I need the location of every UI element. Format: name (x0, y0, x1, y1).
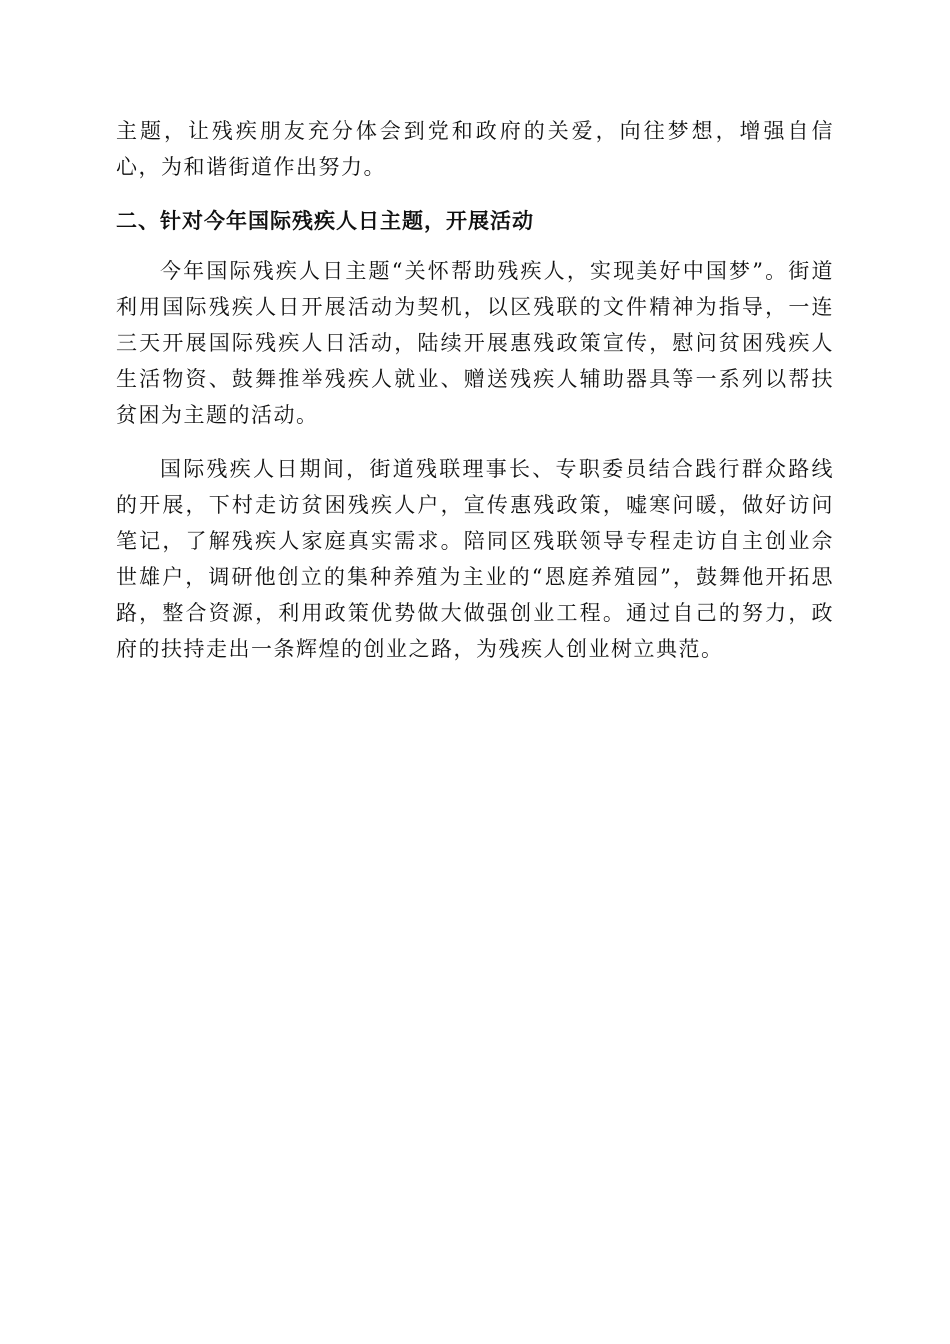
section-heading: 二、针对今年国际残疾人日主题，开展活动 (116, 209, 534, 233)
continued-paragraph: 主题，让残疾朋友充分体会到党和政府的关爱，向往梦想，增强自信心，为和谐街道作出努力。 (116, 119, 834, 179)
body-paragraph-1: 今年国际残疾人日主题“关怀帮助残疾人，实现美好中国梦”。街道利用国际残疾人日开展活动为契机，以区残联的文件精神为指导，一连三天开展国际残疾人日活动，陆续开展惠残政策宣传，慰问贫困残疾人生活物资、鼓舞推举残疾人就业、赠送残疾人辅助器具等一系列以帮扶贫困为主题的活动。 (116, 259, 834, 427)
document-body (116, 113, 834, 685)
body-paragraph-2: 国际残疾人日期间，街道残联理事长、专职委员结合践行群众路线的开展，下村走访贫困残疾人户，宣传惠残政策，嘘寒问暖，做好访问笔记，了解残疾人家庭真实需求。陪同区残联领导专程走访自主创业佘世雄户，调研他创立的集种养殖为主业的“恩庭养殖园”，鼓舞他开拓思路，整合资源，利用政策优势做大做强创业工程。通过自己的努力，政府的扶持走出一条辉煌的创业之路，为残疾人创业树立典范。 (116, 457, 834, 661)
